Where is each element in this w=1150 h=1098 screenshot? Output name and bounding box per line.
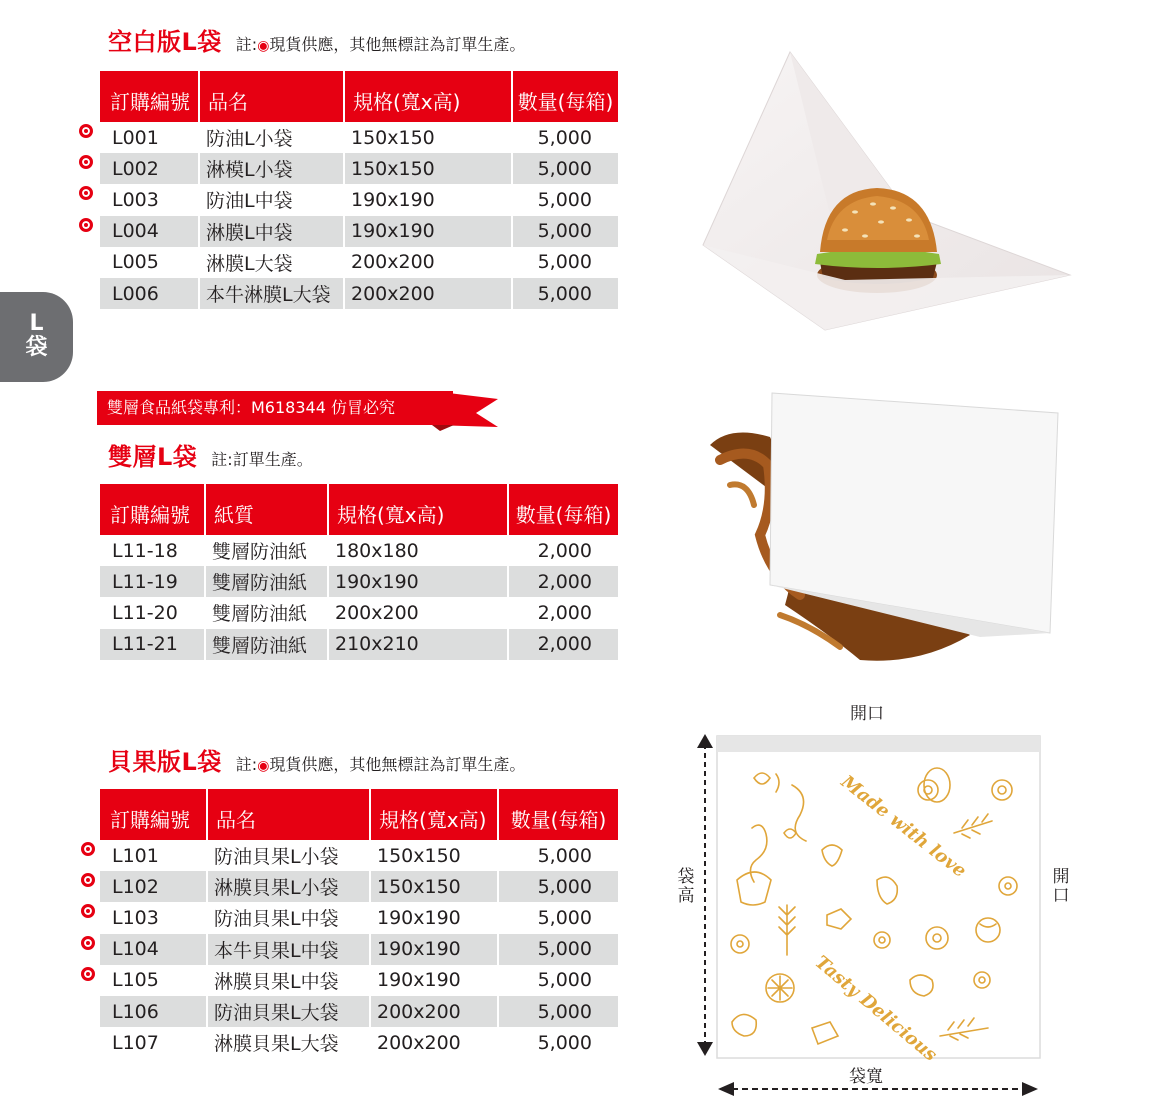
cell-code: L101 (112, 844, 159, 867)
cell-name: 雙層防油紙 (205, 566, 328, 597)
arrow-left-icon (718, 1082, 734, 1096)
col-header-code: 訂購編號 (100, 789, 207, 840)
in-stock-bullet-icon (79, 124, 93, 138)
section2-note: 註:訂單生產。 (211, 450, 313, 469)
diagram-opening-right: 開口 (1052, 867, 1070, 906)
in-stock-bullet-icon (81, 936, 95, 950)
cell-qty: 5,000 (512, 122, 618, 153)
cell-name: 本牛貝果L中袋 (207, 934, 370, 965)
section1-header (108, 22, 525, 57)
cell-size: 200x200 (370, 996, 498, 1027)
section1-table (100, 71, 618, 309)
cell-code: L002 (100, 153, 199, 184)
table-row (100, 871, 618, 902)
cell-name: 雙層防油紙 (205, 535, 328, 566)
cell-name: 淋膜L大袋 (199, 247, 344, 278)
in-stock-mark-icon: ◉ (257, 38, 270, 54)
col-header-code: 訂購編號 (100, 71, 199, 122)
cell-size: 190x190 (370, 902, 498, 933)
cell-name: 本牛淋膜L大袋 (199, 278, 344, 309)
banner-ribbon-tail (432, 391, 502, 431)
cell-size: 190x190 (344, 184, 512, 215)
section3-note: 註:◉現貨供應，其他無標註為訂單生產。 (235, 755, 526, 774)
in-stock-bullet-icon (81, 967, 95, 981)
side-tab-l-bag (0, 292, 73, 382)
col-header-size: 規格(寬x高) (344, 71, 512, 122)
cell-size: 190x190 (344, 216, 512, 247)
cell-name: 淋膜貝果L大袋 (207, 1027, 370, 1058)
cell-qty: 5,000 (512, 216, 618, 247)
section1-title: 空白版L袋 (108, 28, 222, 56)
section1-note: 註:◉現貨供應，其他無標註為訂單生產。 (235, 35, 526, 54)
patent-banner-text: 雙層食品紙袋專利：M618344 仿冒必究 (107, 398, 395, 417)
cell-name: 淋膜貝果L中袋 (207, 965, 370, 996)
section2-title: 雙層L袋 (108, 443, 198, 471)
col-header-size: 規格(寬x高) (328, 484, 508, 535)
cell-size: 190x190 (370, 934, 498, 965)
cell-qty: 2,000 (508, 535, 618, 566)
table-row (100, 247, 618, 278)
table-row (100, 902, 618, 933)
cell-qty: 5,000 (498, 996, 618, 1027)
table-row (100, 216, 618, 247)
print-text-tasty-delicious: Tasty Delicious (810, 951, 941, 1066)
cell-size: 200x200 (344, 247, 512, 278)
table-row (100, 566, 618, 597)
section2-table (100, 484, 618, 660)
cell-size: 180x180 (328, 535, 508, 566)
col-header-size: 規格(寬x高) (370, 789, 498, 840)
section2-header (108, 437, 313, 472)
in-stock-mark-icon: ◉ (257, 758, 270, 774)
cell-code: L103 (112, 906, 159, 929)
arrow-right-icon (1022, 1082, 1038, 1096)
diagram-bag-width: 袋寬 (849, 1067, 883, 1087)
cell-code: L105 (112, 969, 159, 992)
table-row (100, 629, 618, 660)
col-header-name: 品名 (199, 71, 344, 122)
cell-name: 雙層防油紙 (205, 629, 328, 660)
section3-header (108, 742, 525, 777)
patent-banner (97, 391, 453, 425)
cell-code: L104 (100, 934, 207, 965)
in-stock-bullet-icon (79, 155, 93, 169)
cell-qty: 5,000 (512, 153, 618, 184)
bagel-bag-diagram (692, 730, 1052, 1098)
cell-code: L106 (100, 996, 207, 1027)
cell-code: L001 (112, 126, 159, 149)
cell-code: L004 (100, 216, 199, 247)
diagram-opening-top: 開口 (850, 704, 884, 724)
cell-size: 210x210 (328, 629, 508, 660)
in-stock-bullet-icon (79, 218, 93, 232)
col-header-qty: 數量(每箱) (498, 789, 618, 840)
side-tab-label: L 袋 (25, 311, 48, 360)
cell-code: L006 (100, 278, 199, 309)
table-row (100, 184, 618, 215)
cell-size: 200x200 (328, 597, 508, 628)
cell-name: 防油L中袋 (199, 184, 344, 215)
burger-bag-photo (695, 40, 1075, 340)
cell-size: 150x150 (370, 871, 498, 902)
cell-code: L003 (112, 188, 159, 211)
section3-table (100, 789, 618, 1058)
cell-name: 淋膜貝果L小袋 (207, 871, 370, 902)
table-row (100, 278, 618, 309)
diagram-bag-height: 袋高 (677, 867, 695, 906)
cell-code: L11-20 (112, 601, 178, 624)
in-stock-bullet-icon (81, 873, 95, 887)
table-row (100, 996, 618, 1027)
cell-qty: 2,000 (508, 629, 618, 660)
cell-code: L11-19 (100, 566, 205, 597)
cell-size: 190x190 (328, 566, 508, 597)
col-header-qty: 數量(每箱) (508, 484, 618, 535)
col-header-name: 品名 (207, 789, 370, 840)
cell-qty: 5,000 (512, 278, 618, 309)
table-row (100, 840, 618, 871)
cell-size: 200x200 (370, 1027, 498, 1058)
table-row (100, 122, 618, 153)
table-row (100, 965, 618, 996)
cell-code: L005 (112, 251, 159, 274)
arrow-down-icon (697, 1042, 713, 1056)
cell-size: 190x190 (370, 965, 498, 996)
table-row (100, 153, 618, 184)
col-header-qty: 數量(每箱) (512, 71, 618, 122)
print-text-made-with-love: Made with love (836, 771, 971, 882)
cell-qty: 5,000 (512, 184, 618, 215)
cell-qty: 5,000 (498, 965, 618, 996)
section3-title: 貝果版L袋 (108, 748, 222, 776)
cell-code: L107 (112, 1031, 159, 1054)
cell-name: 淋模L小袋 (199, 153, 344, 184)
chicken-bag-photo (690, 385, 1080, 675)
cell-name: 防油貝果L中袋 (207, 902, 370, 933)
cell-qty: 5,000 (498, 1027, 618, 1058)
col-header-code: 訂購編號 (100, 484, 205, 535)
cell-size: 150x150 (344, 122, 512, 153)
cell-qty: 5,000 (498, 871, 618, 902)
cell-qty: 2,000 (508, 566, 618, 597)
cell-name: 防油貝果L小袋 (207, 840, 370, 871)
cell-size: 150x150 (344, 153, 512, 184)
cell-name: 淋膜L中袋 (199, 216, 344, 247)
cell-qty: 5,000 (512, 247, 618, 278)
table-row (100, 934, 618, 965)
cell-code: L11-18 (112, 539, 178, 562)
cell-size: 200x200 (344, 278, 512, 309)
table-row (100, 1027, 618, 1058)
cell-name: 防油貝果L大袋 (207, 996, 370, 1027)
table-row (100, 597, 618, 628)
in-stock-bullet-icon (81, 842, 95, 856)
arrow-up-icon (697, 734, 713, 748)
cell-size: 150x150 (370, 840, 498, 871)
cell-name: 雙層防油紙 (205, 597, 328, 628)
cell-qty: 5,000 (498, 902, 618, 933)
cell-qty: 5,000 (498, 840, 618, 871)
cell-qty: 2,000 (508, 597, 618, 628)
col-header-paper: 紙質 (205, 484, 328, 535)
table-row (100, 535, 618, 566)
cell-name: 防油L小袋 (199, 122, 344, 153)
in-stock-bullet-icon (79, 186, 93, 200)
in-stock-bullet-icon (81, 904, 95, 918)
cell-code: L102 (100, 871, 207, 902)
cell-qty: 5,000 (498, 934, 618, 965)
cell-code: L11-21 (100, 629, 205, 660)
